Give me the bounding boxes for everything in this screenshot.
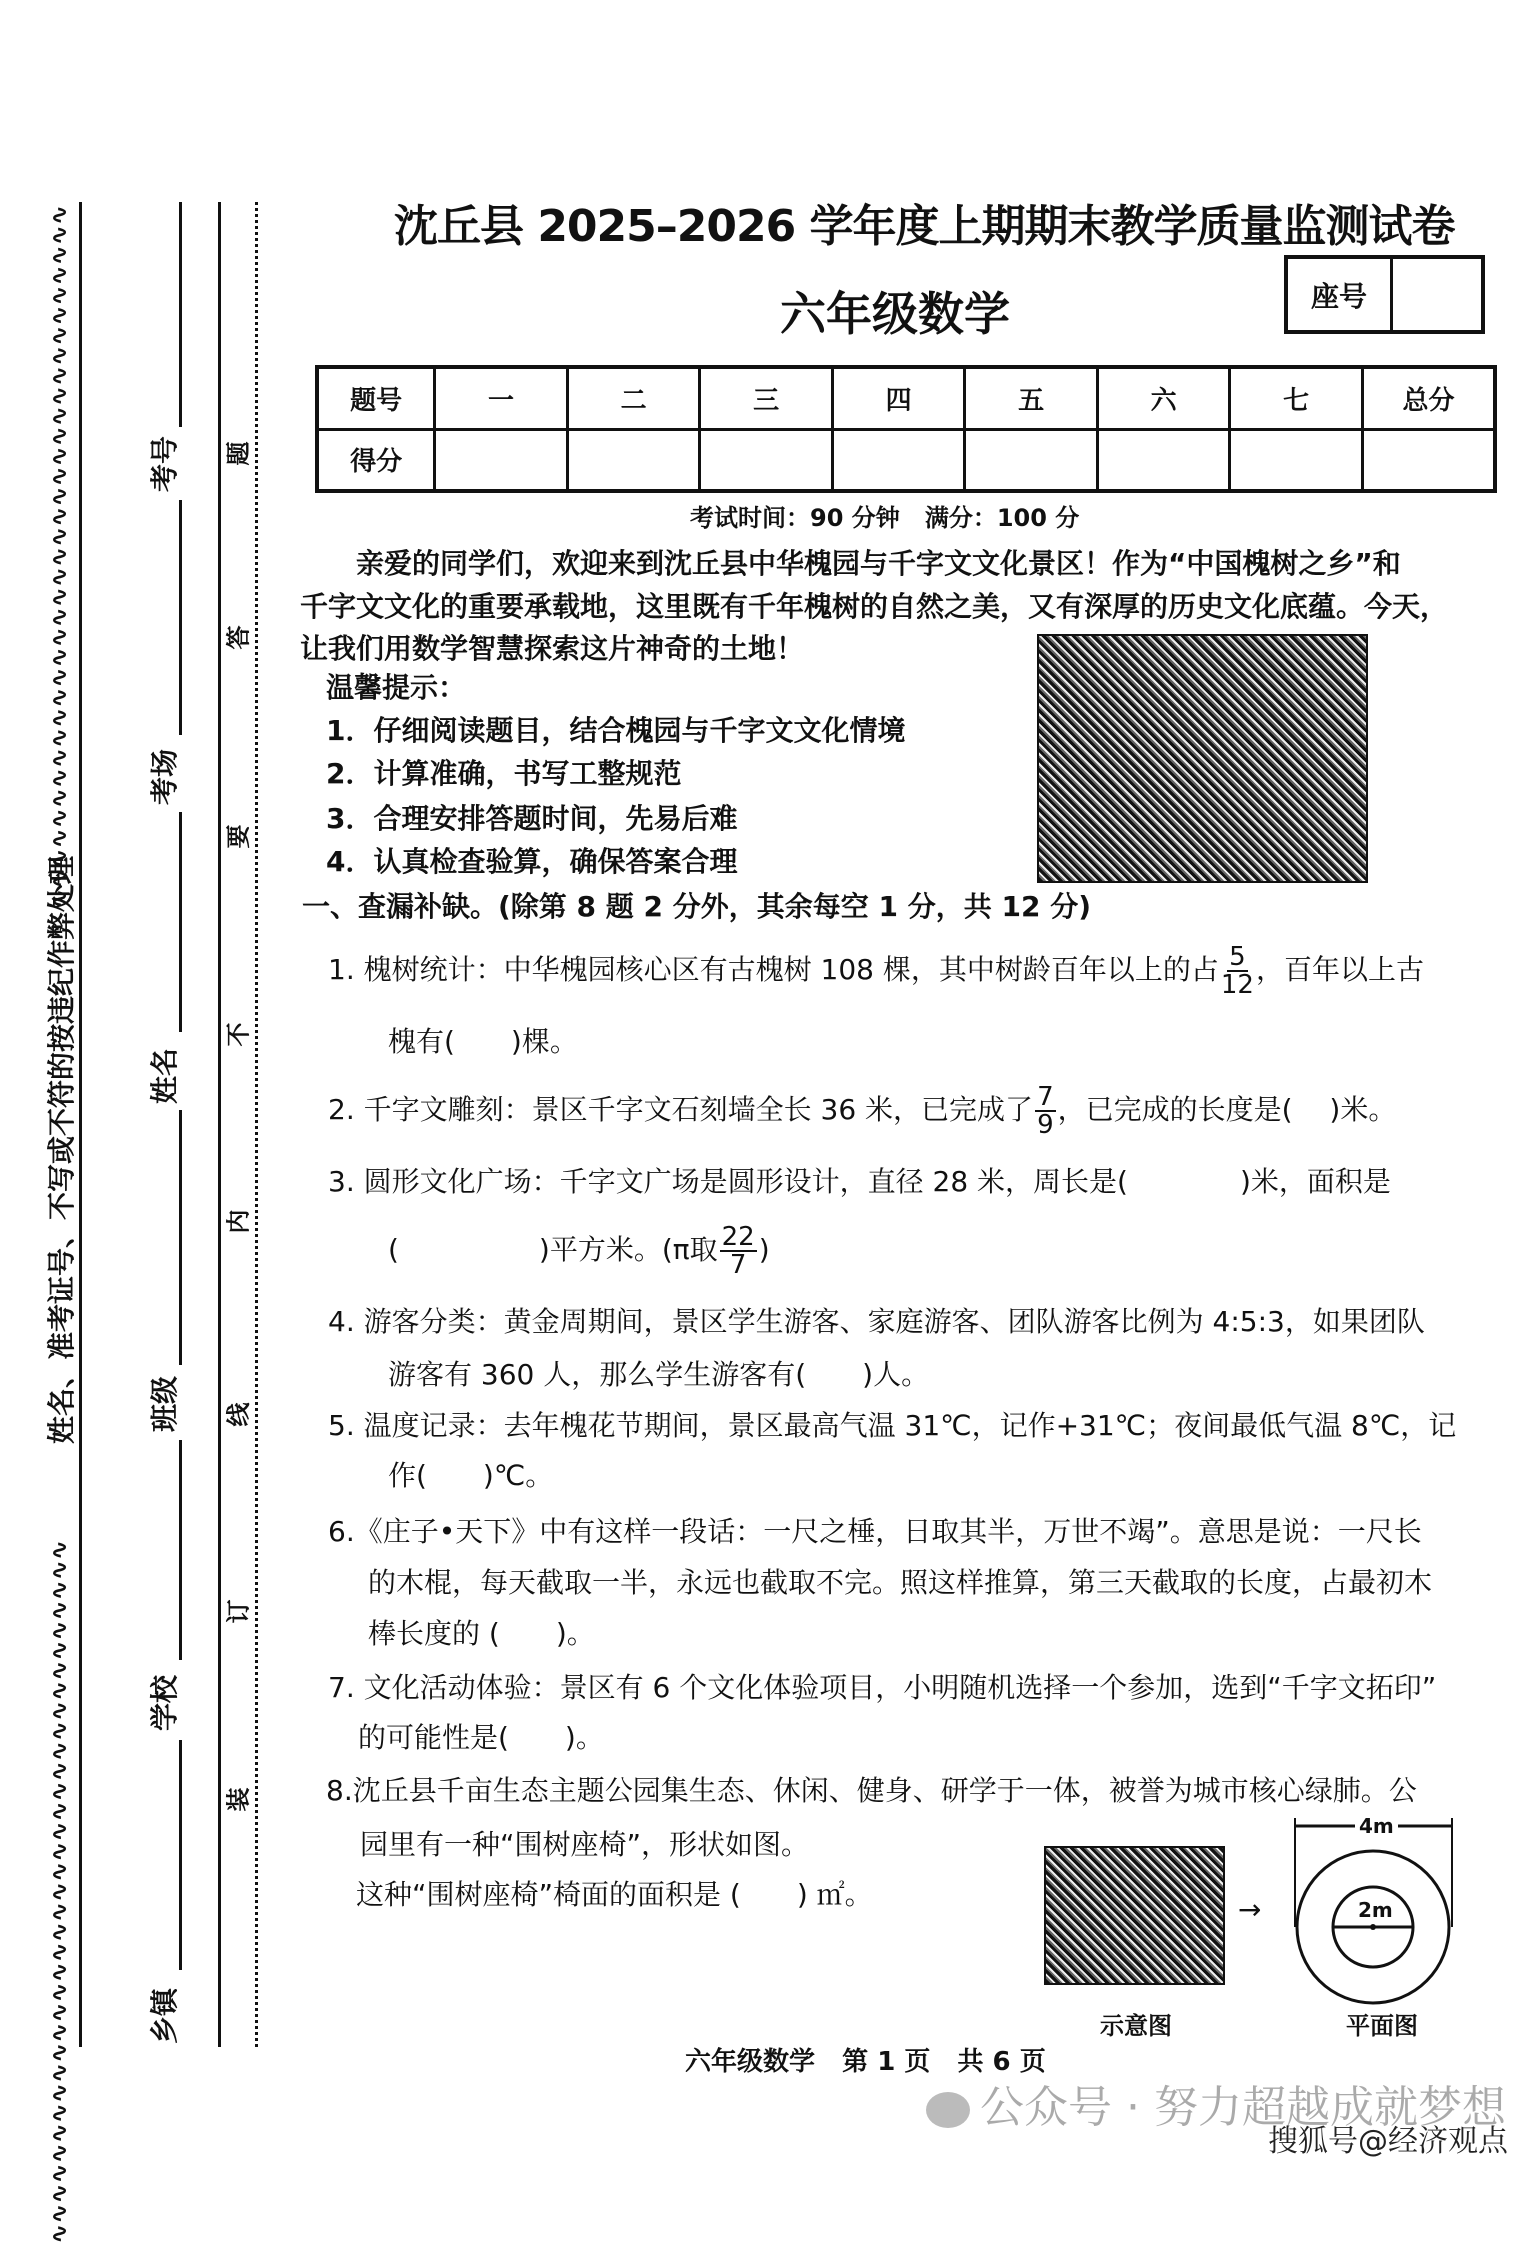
field-line <box>179 1110 182 1365</box>
field-line <box>179 812 182 1032</box>
question-text: ，已完成的长度是( )米。 <box>1057 1093 1397 1126</box>
binding-line-inner <box>218 202 221 2047</box>
question-8-cont: 这种“围树座椅”椅面的面积是 ( ) ㎡。 <box>356 1878 873 1911</box>
fraction <box>720 1224 757 1278</box>
wechat-watermark-text: 公众号 · 努力超越成就梦想 <box>980 2082 1506 2133</box>
seat-number-field[interactable] <box>1393 259 1481 330</box>
column-header: 一 <box>435 367 568 429</box>
seal-char: 订 <box>224 1599 253 1624</box>
numerator: 7 <box>1037 1082 1054 1112</box>
section-heading: 一、查漏补缺。(除第 8 题 2 分外，其余每空 1 分，共 12 分) <box>302 890 1091 923</box>
page-footer: 六年级数学 第 1 页 共 6 页 <box>685 2047 1046 2077</box>
seal-char: 内 <box>224 1209 253 1234</box>
fraction <box>1035 1084 1056 1138</box>
seal-char: 不 <box>224 1022 253 1047</box>
score-cell[interactable] <box>1230 429 1363 491</box>
fraction <box>1221 944 1254 998</box>
column-header: 七 <box>1230 367 1363 429</box>
photo-caption: 示意图 <box>1100 2012 1172 2040</box>
question-6-cont: 的木棍，每天截取一半，永远也截取不完。照这样推算，第三天截取的长度，占最初木 <box>368 1566 1433 1599</box>
question-5-cont: 作( )℃。 <box>388 1459 554 1492</box>
tip-item: 3．合理安排答题时间，先易后难 <box>326 802 738 835</box>
question-6: 6.《庄子•天下》中有这样一段话：一尺之棰，日取其半，万世不竭”。意思是说：一尺长 <box>328 1515 1422 1548</box>
tips-title: 温馨提示： <box>326 671 467 704</box>
wavy-border-top: ∿∿∿∿∿∿∿∿∿∿∿∿∿∿∿∿∿∿∿∿∿∿∿∿∿∿∿∿∿∿∿∿∿∿∿ <box>46 205 74 909</box>
inner-diameter-label: 2m <box>1358 1898 1393 1922</box>
score-cell[interactable] <box>832 429 965 491</box>
denominator: 9 <box>1037 1110 1054 1140</box>
question-1-blank[interactable]: 槐有( )棵。 <box>388 1025 578 1058</box>
sohu-watermark: 搜狐号@经济观点 <box>1268 2124 1508 2159</box>
seal-char: 答 <box>224 625 253 650</box>
seat-number-box <box>1284 255 1485 334</box>
question-8-cont: 园里有一种“围树座椅”，形状如图。 <box>360 1828 810 1861</box>
question-7-cont: 的可能性是( )。 <box>358 1721 604 1754</box>
score-cell[interactable] <box>567 429 700 491</box>
denominator: 12 <box>1220 970 1254 1000</box>
binding-dotted-line <box>255 202 258 2047</box>
exam-subtitle: 六年级数学 <box>780 287 1010 341</box>
field-label-exam-room: 考场 <box>148 748 182 806</box>
score-cell[interactable] <box>435 429 568 491</box>
intro-line: 千字文文化的重要承载地，这里既有千年槐树的自然之美，又有深厚的历史文化底蕴。今天， <box>300 590 1449 623</box>
seal-char: 题 <box>224 441 253 466</box>
question-text: ( )平方米。(π取 <box>388 1233 718 1266</box>
wechat-icon <box>926 2092 970 2128</box>
column-header: 六 <box>1097 367 1230 429</box>
column-header: 五 <box>965 367 1098 429</box>
question-text: 2. 千字文雕刻：景区千字文石刻墙全长 36 米，已完成了 <box>328 1093 1034 1126</box>
question-4: 4. 游客分类：黄金周期间，景区学生游客、家庭游客、团队游客比例为 4:5:3，如果团队 <box>328 1305 1425 1338</box>
question-2 <box>328 1084 1396 1138</box>
denominator: 7 <box>729 1250 747 1280</box>
column-header: 三 <box>700 367 833 429</box>
question-4-cont: 游客有 360 人，那么学生游客有( )人。 <box>388 1358 930 1391</box>
seal-char: 装 <box>224 1787 253 1812</box>
score-table <box>315 365 1497 493</box>
score-cell[interactable] <box>965 429 1098 491</box>
numerator: 5 <box>1229 942 1246 972</box>
question-text: 1. 槐树统计：中华槐园核心区有古槐树 108 棵，其中树龄百年以上的占 <box>328 953 1219 986</box>
seal-char: 要 <box>224 824 253 849</box>
field-label-exam-number: 考号 <box>148 435 182 493</box>
seal-char: 线 <box>224 1402 253 1427</box>
score-cell[interactable] <box>700 429 833 491</box>
row-header: 题号 <box>317 367 435 429</box>
question-8: 8.沈丘县千亩生态主题公园集生态、休闲、健身、研学于一体，被誉为城市核心绿肺。公 <box>326 1774 1417 1807</box>
tip-item: 1．仔细阅读题目，结合槐园与千字文文化情境 <box>326 714 906 747</box>
field-line <box>179 202 182 427</box>
field-label-name: 姓名 <box>148 1047 182 1105</box>
field-label-town: 乡镇 <box>148 1987 182 2045</box>
intro-line: 亲爱的同学们，欢迎来到沈丘县中华槐园与千字文文化景区！作为“中国槐树之乡”和 <box>356 547 1401 580</box>
question-text: ) <box>758 1233 770 1266</box>
row-header: 得分 <box>317 429 435 491</box>
binding-line-outer <box>79 202 82 2047</box>
question-text: ，百年以上古 <box>1255 953 1424 986</box>
plan-caption: 平面图 <box>1346 2012 1418 2040</box>
bench-photo <box>1044 1846 1225 1985</box>
question-7: 7. 文化活动体验：景区有 6 个文化体验项目，小明随机选择一个参加，选到“千字文拓印” <box>328 1671 1437 1704</box>
field-label-class: 班级 <box>148 1375 182 1433</box>
numerator: 22 <box>721 1222 755 1252</box>
score-table-score-row <box>317 429 1495 491</box>
question-6-cont: 棒长度的 ( )。 <box>368 1617 595 1650</box>
exam-title: 沈丘县 2025–2026 学年度上期期末教学质量监测试卷 <box>394 201 1455 252</box>
question-5: 5. 温度记录：去年槐花节期间，景区最高气温 31℃，记作+31℃；夜间最低气温 8℃，记 <box>328 1409 1457 1442</box>
field-label-school: 学校 <box>148 1674 182 1732</box>
column-header: 二 <box>567 367 700 429</box>
field-line <box>179 500 182 735</box>
seat-number-label: 座号 <box>1288 259 1393 330</box>
question-3: 3. 圆形文化广场：千字文广场是圆形设计，直径 28 米，周长是( )米，面积是 <box>328 1165 1391 1198</box>
intro-line: 让我们用数学智慧探索这片神奇的土地！ <box>300 632 805 665</box>
exam-info: 考试时间：90 分钟 满分：100 分 <box>690 504 1080 532</box>
column-header: 四 <box>832 367 965 429</box>
tip-item: 4．认真检查验算，确保答案合理 <box>326 845 738 878</box>
arrow-icon: → <box>1238 1893 1262 1926</box>
wavy-border-bottom: ∿∿∿∿∿∿∿∿∿∿∿∿∿∿∿∿∿∿∿∿∿∿∿∿∿∿∿∿∿∿∿∿∿∿∿ <box>46 1540 74 2244</box>
score-cell[interactable] <box>1097 429 1230 491</box>
question-1 <box>328 944 1424 998</box>
column-header: 总分 <box>1362 367 1495 429</box>
score-cell[interactable] <box>1362 429 1495 491</box>
question-3-cont <box>388 1224 770 1278</box>
binding-notice: 姓名、准考证号、不写或不符的按违纪作弊处理 <box>45 856 78 1445</box>
scenic-photo <box>1037 634 1368 883</box>
field-line <box>179 1440 182 1660</box>
field-line <box>179 1740 182 1970</box>
tip-item: 2．计算准确，书写工整规范 <box>326 757 682 790</box>
outer-diameter-label: 4m <box>1355 1814 1398 1838</box>
score-table-header-row <box>317 367 1495 429</box>
